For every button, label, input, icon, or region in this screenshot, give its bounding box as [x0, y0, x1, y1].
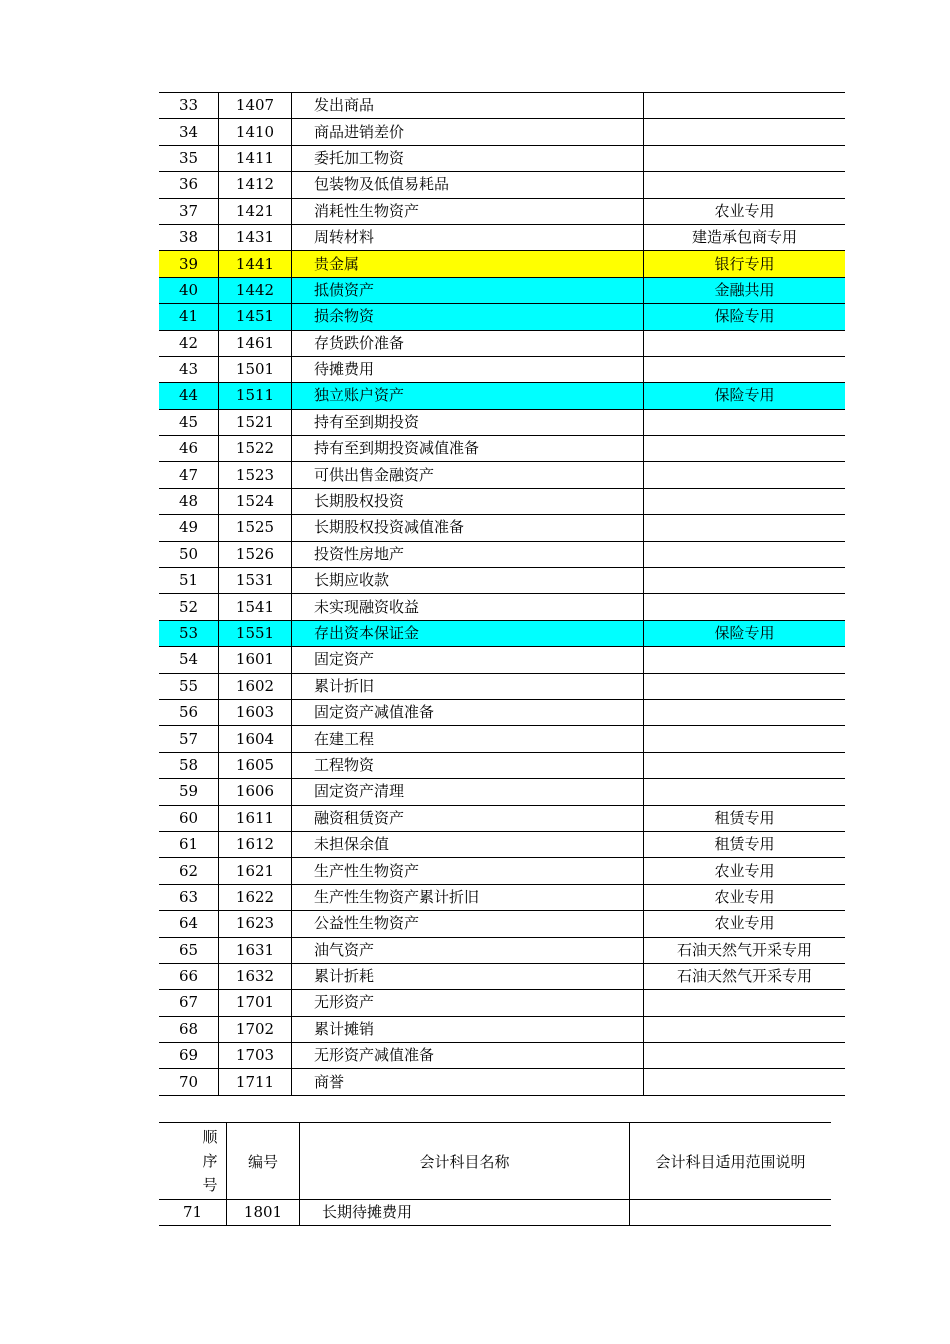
row-serial-number: 48 [159, 488, 219, 514]
table-row [159, 620, 845, 646]
table-row [159, 1043, 845, 1069]
row-account-name: 固定资产 [292, 647, 644, 673]
row-serial-number: 46 [159, 436, 219, 462]
row-scope [644, 93, 846, 119]
row-account-code: 1801 [227, 1200, 300, 1226]
row-account-name: 累计折旧 [292, 673, 644, 699]
row-account-code: 1526 [219, 541, 292, 567]
table-row [159, 805, 845, 831]
table-row [159, 858, 845, 884]
row-account-name: 周转材料 [292, 224, 644, 250]
table-row [159, 304, 845, 330]
table-row [159, 488, 845, 514]
row-scope [644, 462, 846, 488]
row-account-name: 融资租赁资产 [292, 805, 644, 831]
row-account-name: 油气资产 [292, 937, 644, 963]
row-account-name: 未担保余值 [292, 831, 644, 857]
row-serial-number: 38 [159, 224, 219, 250]
row-account-code: 1531 [219, 568, 292, 594]
row-account-code: 1602 [219, 673, 292, 699]
row-serial-number: 64 [159, 911, 219, 937]
row-scope [644, 172, 846, 198]
row-account-name: 在建工程 [292, 726, 644, 752]
row-account-code: 1431 [219, 224, 292, 250]
row-account-name: 工程物资 [292, 752, 644, 778]
row-account-code: 1604 [219, 726, 292, 752]
table-row [159, 198, 845, 224]
row-scope [644, 1069, 846, 1095]
row-serial-number: 53 [159, 620, 219, 646]
row-account-code: 1605 [219, 752, 292, 778]
row-scope: 租赁专用 [644, 831, 846, 857]
row-account-name: 累计摊销 [292, 1016, 644, 1042]
table-row [159, 383, 845, 409]
row-account-name: 独立账户资产 [292, 383, 644, 409]
row-account-name: 损余物资 [292, 304, 644, 330]
row-scope: 农业专用 [644, 858, 846, 884]
row-scope [644, 436, 846, 462]
row-account-name: 可供出售金融资产 [292, 462, 644, 488]
header-scope: 会计科目适用范围说明 [630, 1123, 832, 1200]
row-scope [644, 330, 846, 356]
table-row [159, 436, 845, 462]
table-row [159, 145, 845, 171]
row-account-name: 固定资产清理 [292, 779, 644, 805]
row-account-code: 1451 [219, 304, 292, 330]
row-account-code: 1551 [219, 620, 292, 646]
row-account-code: 1601 [219, 647, 292, 673]
table-row [159, 699, 845, 725]
row-account-code: 1603 [219, 699, 292, 725]
row-scope [630, 1200, 832, 1226]
table-row [159, 911, 845, 937]
row-scope: 保险专用 [644, 304, 846, 330]
row-serial-number: 36 [159, 172, 219, 198]
row-scope: 保险专用 [644, 383, 846, 409]
row-account-name: 生产性生物资产累计折旧 [292, 884, 644, 910]
header-serial-char: 顺 [202, 1128, 218, 1146]
row-account-name: 存出资本保证金 [292, 620, 644, 646]
row-serial-number: 56 [159, 699, 219, 725]
row-account-code: 1501 [219, 356, 292, 382]
table-row [159, 515, 845, 541]
table-row [159, 356, 845, 382]
row-account-code: 1522 [219, 436, 292, 462]
row-account-name: 投资性房地产 [292, 541, 644, 567]
row-serial-number: 71 [159, 1200, 227, 1226]
table-row [159, 568, 845, 594]
row-serial-number: 37 [159, 198, 219, 224]
row-scope: 租赁专用 [644, 805, 846, 831]
row-serial-number: 34 [159, 119, 219, 145]
row-serial-number: 51 [159, 568, 219, 594]
row-scope [644, 752, 846, 778]
row-serial-number: 47 [159, 462, 219, 488]
row-scope: 农业专用 [644, 198, 846, 224]
row-serial-number: 67 [159, 990, 219, 1016]
row-serial-number: 62 [159, 858, 219, 884]
row-account-code: 1442 [219, 277, 292, 303]
row-account-name: 固定资产减值准备 [292, 699, 644, 725]
row-serial-number: 59 [159, 779, 219, 805]
row-account-name: 持有至到期投资 [292, 409, 644, 435]
row-serial-number: 60 [159, 805, 219, 831]
table-row [159, 963, 845, 989]
row-serial-number: 61 [159, 831, 219, 857]
row-account-code: 1411 [219, 145, 292, 171]
row-scope [644, 1016, 846, 1042]
row-serial-number: 42 [159, 330, 219, 356]
row-account-name: 存货跌价准备 [292, 330, 644, 356]
row-scope: 农业专用 [644, 884, 846, 910]
row-account-name: 商品进销差价 [292, 119, 644, 145]
row-serial-number: 43 [159, 356, 219, 382]
table-row [159, 277, 845, 303]
row-scope [644, 594, 846, 620]
row-account-name: 无形资产减值准备 [292, 1043, 644, 1069]
table-header-row [159, 1123, 831, 1200]
accounts-table-continued [159, 1122, 831, 1226]
row-account-code: 1421 [219, 198, 292, 224]
row-scope [644, 568, 846, 594]
header-serial-number [159, 1123, 227, 1200]
row-account-name: 包装物及低值易耗品 [292, 172, 644, 198]
header-code: 编号 [227, 1123, 300, 1200]
table-row [159, 93, 845, 119]
table-row [159, 1069, 845, 1095]
row-account-name: 长期应收款 [292, 568, 644, 594]
row-serial-number: 69 [159, 1043, 219, 1069]
row-scope [644, 647, 846, 673]
row-serial-number: 35 [159, 145, 219, 171]
row-serial-number: 39 [159, 251, 219, 277]
table-row [159, 224, 845, 250]
row-account-code: 1632 [219, 963, 292, 989]
row-account-code: 1461 [219, 330, 292, 356]
row-scope [644, 145, 846, 171]
row-scope: 保险专用 [644, 620, 846, 646]
row-account-code: 1631 [219, 937, 292, 963]
row-account-code: 1612 [219, 831, 292, 857]
row-scope [644, 515, 846, 541]
row-account-code: 1523 [219, 462, 292, 488]
table-row [159, 462, 845, 488]
row-serial-number: 49 [159, 515, 219, 541]
row-serial-number: 57 [159, 726, 219, 752]
row-serial-number: 33 [159, 93, 219, 119]
table-row [159, 937, 845, 963]
row-account-name: 待摊费用 [292, 356, 644, 382]
table-row [159, 673, 845, 699]
header-account-name: 会计科目名称 [300, 1123, 630, 1200]
row-serial-number: 45 [159, 409, 219, 435]
table-row [159, 251, 845, 277]
row-account-name: 长期待摊费用 [300, 1200, 630, 1226]
row-scope [644, 488, 846, 514]
table-row [159, 990, 845, 1016]
row-scope [644, 1043, 846, 1069]
row-account-code: 1525 [219, 515, 292, 541]
row-scope [644, 990, 846, 1016]
row-account-name: 累计折耗 [292, 963, 644, 989]
row-serial-number: 44 [159, 383, 219, 409]
row-account-code: 1410 [219, 119, 292, 145]
table-row [159, 172, 845, 198]
table-row [159, 779, 845, 805]
row-scope: 银行专用 [644, 251, 846, 277]
row-account-code: 1703 [219, 1043, 292, 1069]
table-row [159, 726, 845, 752]
row-scope: 建造承包商专用 [644, 224, 846, 250]
row-account-code: 1711 [219, 1069, 292, 1095]
row-account-code: 1511 [219, 383, 292, 409]
row-scope [644, 779, 846, 805]
table-row [159, 594, 845, 620]
row-account-code: 1441 [219, 251, 292, 277]
row-account-code: 1407 [219, 93, 292, 119]
row-account-name: 抵债资产 [292, 277, 644, 303]
row-account-code: 1622 [219, 884, 292, 910]
table-row [159, 1200, 831, 1226]
row-serial-number: 68 [159, 1016, 219, 1042]
row-serial-number: 65 [159, 937, 219, 963]
row-account-name: 公益性生物资产 [292, 911, 644, 937]
row-account-name: 长期股权投资 [292, 488, 644, 514]
row-serial-number: 63 [159, 884, 219, 910]
row-account-code: 1702 [219, 1016, 292, 1042]
row-scope [644, 119, 846, 145]
row-account-code: 1701 [219, 990, 292, 1016]
table-row [159, 884, 845, 910]
row-serial-number: 40 [159, 277, 219, 303]
row-account-code: 1521 [219, 409, 292, 435]
row-serial-number: 50 [159, 541, 219, 567]
row-serial-number: 55 [159, 673, 219, 699]
row-scope: 石油天然气开采专用 [644, 937, 846, 963]
table-row [159, 647, 845, 673]
row-account-name: 委托加工物资 [292, 145, 644, 171]
row-account-name: 商誉 [292, 1069, 644, 1095]
row-serial-number: 41 [159, 304, 219, 330]
table-row [159, 119, 845, 145]
row-account-name: 长期股权投资减值准备 [292, 515, 644, 541]
row-account-code: 1623 [219, 911, 292, 937]
table-row [159, 1016, 845, 1042]
row-account-name: 发出商品 [292, 93, 644, 119]
row-account-name: 持有至到期投资减值准备 [292, 436, 644, 462]
accounts-table-body [159, 93, 845, 1096]
row-serial-number: 54 [159, 647, 219, 673]
row-scope [644, 541, 846, 567]
row-scope [644, 356, 846, 382]
row-scope: 石油天然气开采专用 [644, 963, 846, 989]
row-account-code: 1524 [219, 488, 292, 514]
header-serial-char: 号 [202, 1176, 218, 1194]
row-account-name: 贵金属 [292, 251, 644, 277]
row-serial-number: 58 [159, 752, 219, 778]
table-row [159, 831, 845, 857]
header-serial-char: 序 [202, 1152, 218, 1170]
table-row [159, 541, 845, 567]
row-account-code: 1412 [219, 172, 292, 198]
row-account-name: 无形资产 [292, 990, 644, 1016]
row-account-name: 生产性生物资产 [292, 858, 644, 884]
row-scope [644, 409, 846, 435]
row-scope [644, 726, 846, 752]
row-serial-number: 66 [159, 963, 219, 989]
row-scope [644, 699, 846, 725]
row-account-name: 未实现融资收益 [292, 594, 644, 620]
table-row [159, 752, 845, 778]
row-scope: 农业专用 [644, 911, 846, 937]
row-serial-number: 70 [159, 1069, 219, 1095]
row-account-code: 1541 [219, 594, 292, 620]
row-account-code: 1606 [219, 779, 292, 805]
accounts-table [159, 92, 845, 1096]
row-scope [644, 673, 846, 699]
row-account-code: 1611 [219, 805, 292, 831]
table-row [159, 330, 845, 356]
row-account-name: 消耗性生物资产 [292, 198, 644, 224]
row-scope: 金融共用 [644, 277, 846, 303]
table-row [159, 409, 845, 435]
row-account-code: 1621 [219, 858, 292, 884]
row-serial-number: 52 [159, 594, 219, 620]
